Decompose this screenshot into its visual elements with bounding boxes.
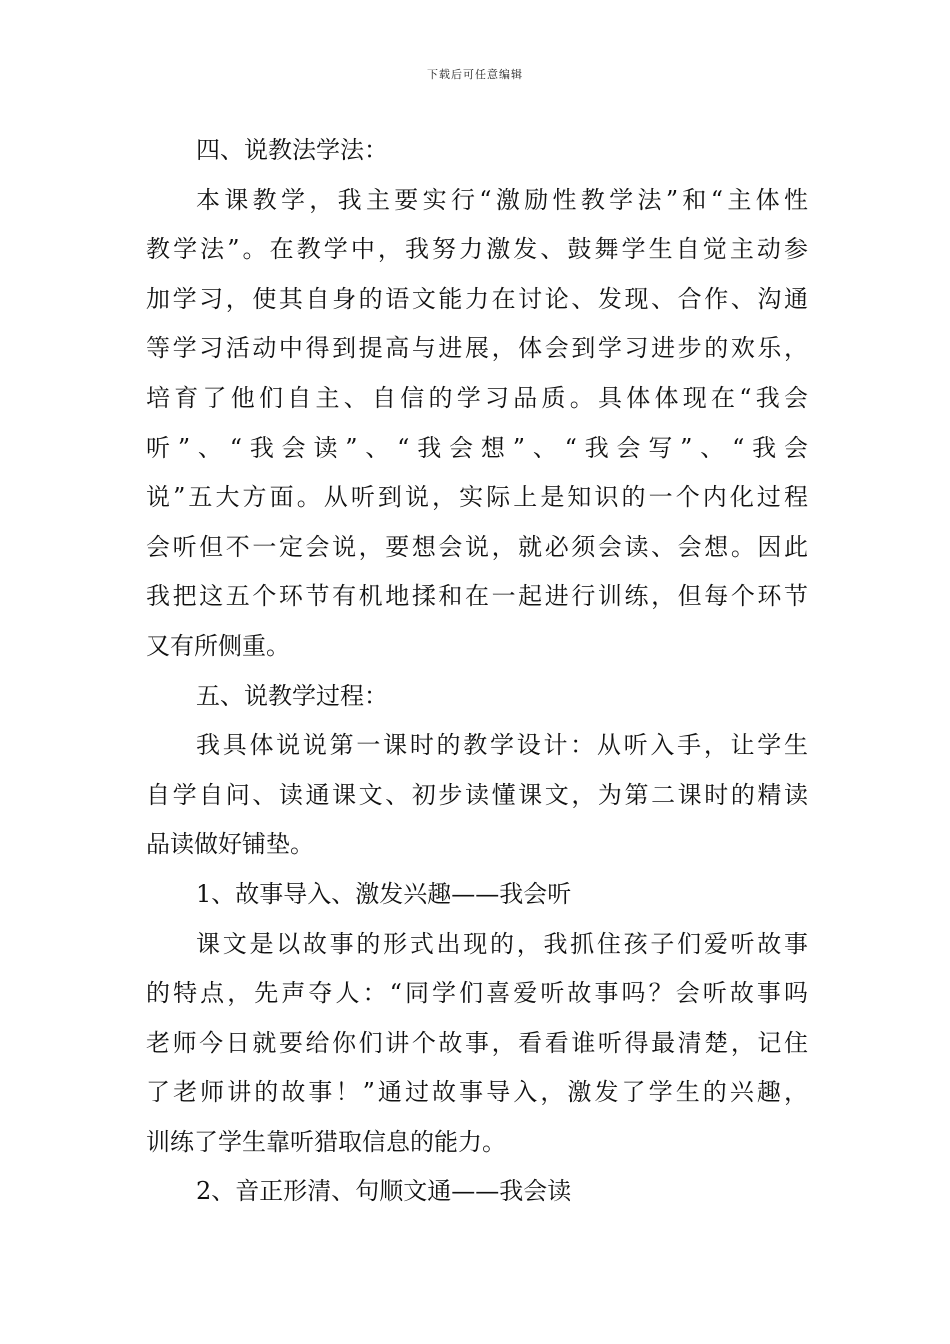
text-line: 2、音正形清、句顺文通——我会读 bbox=[196, 1177, 572, 1206]
text-line: 教学法”。在教学中，我努力激发、鼓舞学生自觉主动参 bbox=[146, 235, 808, 264]
text-line: 了老师讲的故事！”通过故事导入，激发了学生的兴趣， bbox=[146, 1078, 808, 1107]
text-line: 本课教学，我主要实行“激励性教学法”和“主体性 bbox=[196, 185, 808, 214]
text-line: 的特点，先声夺人：“同学们喜爱听故事吗？会听故事吗 bbox=[146, 979, 808, 1008]
text-line: 我具体说说第一课时的教学设计：从听入手，让学生 bbox=[196, 731, 808, 760]
text-line: 1、故事导入、激发兴趣——我会听 bbox=[196, 879, 572, 908]
text-line: 培育了他们自主、自信的学习品质。具体体现在“我会 bbox=[146, 383, 808, 412]
text-line: 听”、“我会读”、“我会想”、“我会写”、“我会 bbox=[146, 433, 808, 462]
text-line: 课文是以故事的形式出现的，我抓住孩子们爱听故事 bbox=[196, 929, 808, 958]
text-line: 五、说教学过程： bbox=[196, 681, 388, 710]
page-header: 下载后可任意编辑 bbox=[427, 68, 523, 81]
text-line: 说”五大方面。从听到说，实际上是知识的一个内化过程 bbox=[146, 483, 808, 512]
text-line: 训练了学生靠听猎取信息的能力。 bbox=[146, 1127, 506, 1156]
text-line: 我把这五个环节有机地揉和在一起进行训练，但每个环节 bbox=[146, 582, 808, 611]
text-line: 老师今日就要给你们讲个故事，看看谁听得最清楚，记住 bbox=[146, 1028, 808, 1057]
text-line: 加学习，使其自身的语文能力在讨论、发现、合作、沟通 bbox=[146, 284, 808, 313]
text-line: 自学自问、读通课文、初步读懂课文，为第二课时的精读 bbox=[146, 780, 808, 809]
document-body bbox=[146, 126, 808, 1217]
text-line: 等学习活动中得到提高与进展，体会到学习进步的欢乐， bbox=[146, 334, 808, 363]
text-line: 会听但不一定会说，要想会说，就必须会读、会想。因此 bbox=[146, 532, 808, 561]
text-line: 品读做好铺垫。 bbox=[146, 830, 314, 859]
text-line: 又有所侧重。 bbox=[146, 631, 290, 660]
text-line: 四、说教法学法： bbox=[196, 136, 388, 164]
